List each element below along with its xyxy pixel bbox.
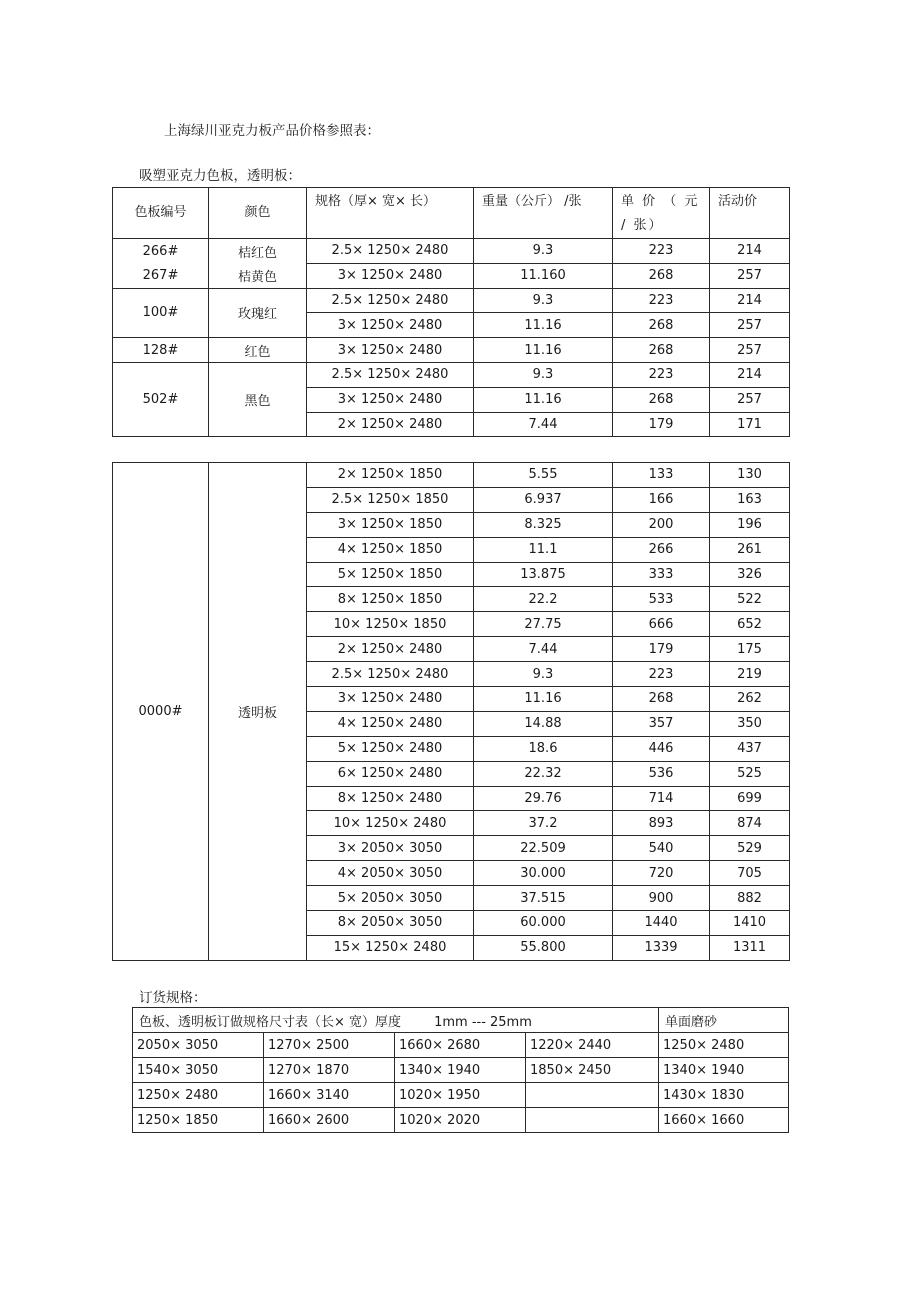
promo-cell: 522 bbox=[710, 587, 790, 612]
weight-cell: 11.160 bbox=[474, 263, 613, 288]
table-row bbox=[113, 263, 790, 288]
size-cell bbox=[526, 1108, 659, 1133]
promo-cell: 196 bbox=[710, 512, 790, 537]
size-cell: 1850× 2450 bbox=[526, 1058, 659, 1083]
spec-cell: 3× 1250× 2480 bbox=[307, 338, 474, 363]
table-row bbox=[113, 288, 790, 313]
table-row bbox=[113, 338, 790, 363]
header-color: 颜色 bbox=[209, 188, 307, 239]
promo-cell: 652 bbox=[710, 612, 790, 637]
order-sizes-table bbox=[132, 1007, 789, 1133]
weight-cell: 11.1 bbox=[474, 537, 613, 562]
document-title: 上海绿川亚克力板产品价格参照表： bbox=[164, 123, 380, 139]
promo-cell: 257 bbox=[710, 263, 790, 288]
size-cell: 1660× 2680 bbox=[395, 1033, 526, 1058]
spec-cell: 2.5× 1250× 2480 bbox=[307, 288, 474, 313]
promo-cell: 257 bbox=[710, 338, 790, 363]
size-cell: 1270× 2500 bbox=[264, 1033, 395, 1058]
promo-cell: 219 bbox=[710, 662, 790, 687]
price-cell: 333 bbox=[613, 562, 710, 587]
spec-cell: 4× 1250× 2480 bbox=[307, 711, 474, 736]
weight-cell: 11.16 bbox=[474, 338, 613, 363]
size-cell: 1340× 1940 bbox=[395, 1058, 526, 1083]
promo-cell: 214 bbox=[710, 362, 790, 387]
price-cell: 900 bbox=[613, 886, 710, 911]
price-cell: 200 bbox=[613, 512, 710, 537]
price-cell: 1440 bbox=[613, 911, 710, 936]
weight-cell: 60.000 bbox=[474, 911, 613, 936]
price-cell: 266 bbox=[613, 537, 710, 562]
spec-cell: 10× 1250× 2480 bbox=[307, 811, 474, 836]
code-cell: 266# bbox=[113, 239, 209, 264]
size-cell: 1220× 2440 bbox=[526, 1033, 659, 1058]
frosted-size-cell: 1430× 1830 bbox=[659, 1083, 789, 1108]
weight-cell: 11.16 bbox=[474, 687, 613, 712]
price-cell: 223 bbox=[613, 288, 710, 313]
promo-cell: 171 bbox=[710, 412, 790, 437]
price-cell: 223 bbox=[613, 662, 710, 687]
spec-cell: 2.5× 1250× 2480 bbox=[307, 662, 474, 687]
color-cell: 玫瑰红 bbox=[209, 288, 307, 338]
price-cell: 133 bbox=[613, 463, 710, 488]
spec-cell: 5× 1250× 1850 bbox=[307, 562, 474, 587]
price-table-colored bbox=[112, 187, 790, 437]
order-sizes-header: 色板、透明板订做规格尺寸表（长× 宽）厚度 1mm --- 25mm bbox=[133, 1008, 659, 1033]
price-cell: 268 bbox=[613, 338, 710, 363]
header-spec: 规格（厚× 宽× 长） bbox=[307, 188, 474, 239]
header-promo: 活动价 bbox=[710, 188, 790, 239]
price-cell: 446 bbox=[613, 736, 710, 761]
weight-cell: 30.000 bbox=[474, 861, 613, 886]
weight-cell: 22.32 bbox=[474, 761, 613, 786]
promo-cell: 262 bbox=[710, 687, 790, 712]
table-row bbox=[113, 362, 790, 387]
spec-cell: 15× 1250× 2480 bbox=[307, 935, 474, 960]
price-cell: 268 bbox=[613, 687, 710, 712]
weight-cell: 55.800 bbox=[474, 935, 613, 960]
weight-cell: 9.3 bbox=[474, 362, 613, 387]
price-cell: 540 bbox=[613, 836, 710, 861]
promo-cell: 1311 bbox=[710, 935, 790, 960]
size-cell: 2050× 3050 bbox=[133, 1033, 264, 1058]
weight-cell: 9.3 bbox=[474, 662, 613, 687]
spec-cell: 3× 1250× 2480 bbox=[307, 387, 474, 412]
spec-cell: 8× 1250× 1850 bbox=[307, 587, 474, 612]
size-cell bbox=[526, 1083, 659, 1108]
promo-cell: 130 bbox=[710, 463, 790, 488]
weight-cell: 14.88 bbox=[474, 711, 613, 736]
weight-cell: 13.875 bbox=[474, 562, 613, 587]
spec-cell: 6× 1250× 2480 bbox=[307, 761, 474, 786]
promo-cell: 163 bbox=[710, 487, 790, 512]
weight-cell: 18.6 bbox=[474, 736, 613, 761]
price-cell: 893 bbox=[613, 811, 710, 836]
table-row bbox=[113, 463, 790, 488]
size-cell: 1020× 2020 bbox=[395, 1108, 526, 1133]
price-table-clear bbox=[112, 462, 790, 961]
spec-cell: 2× 1250× 2480 bbox=[307, 412, 474, 437]
spec-cell: 8× 2050× 3050 bbox=[307, 911, 474, 936]
price-cell: 179 bbox=[613, 412, 710, 437]
order-sizes-header-row bbox=[133, 1008, 789, 1033]
spec-cell: 2× 1250× 1850 bbox=[307, 463, 474, 488]
promo-cell: 1410 bbox=[710, 911, 790, 936]
spec-cell: 3× 1250× 1850 bbox=[307, 512, 474, 537]
promo-cell: 874 bbox=[710, 811, 790, 836]
code-cell: 0000# bbox=[113, 463, 209, 961]
weight-cell: 6.937 bbox=[474, 487, 613, 512]
price-cell: 357 bbox=[613, 711, 710, 736]
weight-cell: 22.509 bbox=[474, 836, 613, 861]
weight-cell: 37.2 bbox=[474, 811, 613, 836]
frosted-size-cell: 1340× 1940 bbox=[659, 1058, 789, 1083]
price-cell: 223 bbox=[613, 239, 710, 264]
frosted-size-cell: 1250× 2480 bbox=[659, 1033, 789, 1058]
order-size-row bbox=[133, 1058, 789, 1083]
size-cell: 1660× 3140 bbox=[264, 1083, 395, 1108]
size-cell: 1270× 1870 bbox=[264, 1058, 395, 1083]
section-heading-order: 订货规格： bbox=[139, 990, 207, 1006]
weight-cell: 29.76 bbox=[474, 786, 613, 811]
table-row bbox=[113, 239, 790, 264]
promo-cell: 882 bbox=[710, 886, 790, 911]
promo-cell: 261 bbox=[710, 537, 790, 562]
price-cell: 666 bbox=[613, 612, 710, 637]
color-cell: 桔红色 bbox=[209, 239, 307, 264]
weight-cell: 27.75 bbox=[474, 612, 613, 637]
promo-cell: 525 bbox=[710, 761, 790, 786]
frosted-header: 单面磨砂 bbox=[659, 1008, 789, 1033]
header-code: 色板编号 bbox=[113, 188, 209, 239]
spec-cell: 2.5× 1250× 2480 bbox=[307, 239, 474, 264]
price-cell: 720 bbox=[613, 861, 710, 886]
weight-cell: 5.55 bbox=[474, 463, 613, 488]
weight-cell: 8.325 bbox=[474, 512, 613, 537]
promo-cell: 529 bbox=[710, 836, 790, 861]
weight-cell: 9.3 bbox=[474, 288, 613, 313]
promo-cell: 214 bbox=[710, 239, 790, 264]
color-cell: 透明板 bbox=[209, 463, 307, 961]
spec-cell: 3× 1250× 2480 bbox=[307, 687, 474, 712]
order-size-row bbox=[133, 1108, 789, 1133]
weight-cell: 22.2 bbox=[474, 587, 613, 612]
size-cell: 1660× 2600 bbox=[264, 1108, 395, 1133]
size-cell: 1540× 3050 bbox=[133, 1058, 264, 1083]
table-header-row bbox=[113, 188, 790, 239]
price-cell: 714 bbox=[613, 786, 710, 811]
promo-cell: 699 bbox=[710, 786, 790, 811]
promo-cell: 214 bbox=[710, 288, 790, 313]
price-cell: 268 bbox=[613, 263, 710, 288]
price-cell: 223 bbox=[613, 362, 710, 387]
code-cell: 267# bbox=[113, 263, 209, 288]
spec-cell: 10× 1250× 1850 bbox=[307, 612, 474, 637]
size-cell: 1250× 2480 bbox=[133, 1083, 264, 1108]
spec-cell: 5× 1250× 2480 bbox=[307, 736, 474, 761]
color-cell: 黑色 bbox=[209, 362, 307, 436]
code-cell: 128# bbox=[113, 338, 209, 363]
promo-cell: 350 bbox=[710, 711, 790, 736]
promo-cell: 257 bbox=[710, 387, 790, 412]
promo-cell: 326 bbox=[710, 562, 790, 587]
promo-cell: 257 bbox=[710, 313, 790, 338]
weight-cell: 9.3 bbox=[474, 239, 613, 264]
spec-cell: 5× 2050× 3050 bbox=[307, 886, 474, 911]
weight-cell: 11.16 bbox=[474, 313, 613, 338]
spec-cell: 4× 2050× 3050 bbox=[307, 861, 474, 886]
price-cell: 536 bbox=[613, 761, 710, 786]
promo-cell: 705 bbox=[710, 861, 790, 886]
spec-cell: 8× 1250× 2480 bbox=[307, 786, 474, 811]
frosted-size-cell: 1660× 1660 bbox=[659, 1108, 789, 1133]
price-cell: 533 bbox=[613, 587, 710, 612]
spec-cell: 3× 1250× 2480 bbox=[307, 263, 474, 288]
code-cell: 100# bbox=[113, 288, 209, 338]
section-heading-price: 吸塑亚克力色板，透明板： bbox=[139, 168, 301, 184]
size-cell: 1250× 1850 bbox=[133, 1108, 264, 1133]
header-weight: 重量（公斤） /张 bbox=[474, 188, 613, 239]
header-price: 单 价 （ 元 / 张） bbox=[613, 188, 710, 239]
size-cell: 1020× 1950 bbox=[395, 1083, 526, 1108]
promo-cell: 175 bbox=[710, 637, 790, 662]
weight-cell: 7.44 bbox=[474, 412, 613, 437]
weight-cell: 11.16 bbox=[474, 387, 613, 412]
price-cell: 268 bbox=[613, 313, 710, 338]
price-cell: 179 bbox=[613, 637, 710, 662]
color-cell: 红色 bbox=[209, 338, 307, 363]
price-cell: 166 bbox=[613, 487, 710, 512]
order-size-row bbox=[133, 1083, 789, 1108]
spec-cell: 3× 1250× 2480 bbox=[307, 313, 474, 338]
spec-cell: 2× 1250× 2480 bbox=[307, 637, 474, 662]
weight-cell: 37.515 bbox=[474, 886, 613, 911]
price-cell: 1339 bbox=[613, 935, 710, 960]
spec-cell: 3× 2050× 3050 bbox=[307, 836, 474, 861]
code-cell: 502# bbox=[113, 362, 209, 436]
color-cell: 桔黄色 bbox=[209, 263, 307, 288]
promo-cell: 437 bbox=[710, 736, 790, 761]
spec-cell: 2.5× 1250× 1850 bbox=[307, 487, 474, 512]
weight-cell: 7.44 bbox=[474, 637, 613, 662]
spec-cell: 2.5× 1250× 2480 bbox=[307, 362, 474, 387]
order-size-row bbox=[133, 1033, 789, 1058]
price-cell: 268 bbox=[613, 387, 710, 412]
spec-cell: 4× 1250× 1850 bbox=[307, 537, 474, 562]
